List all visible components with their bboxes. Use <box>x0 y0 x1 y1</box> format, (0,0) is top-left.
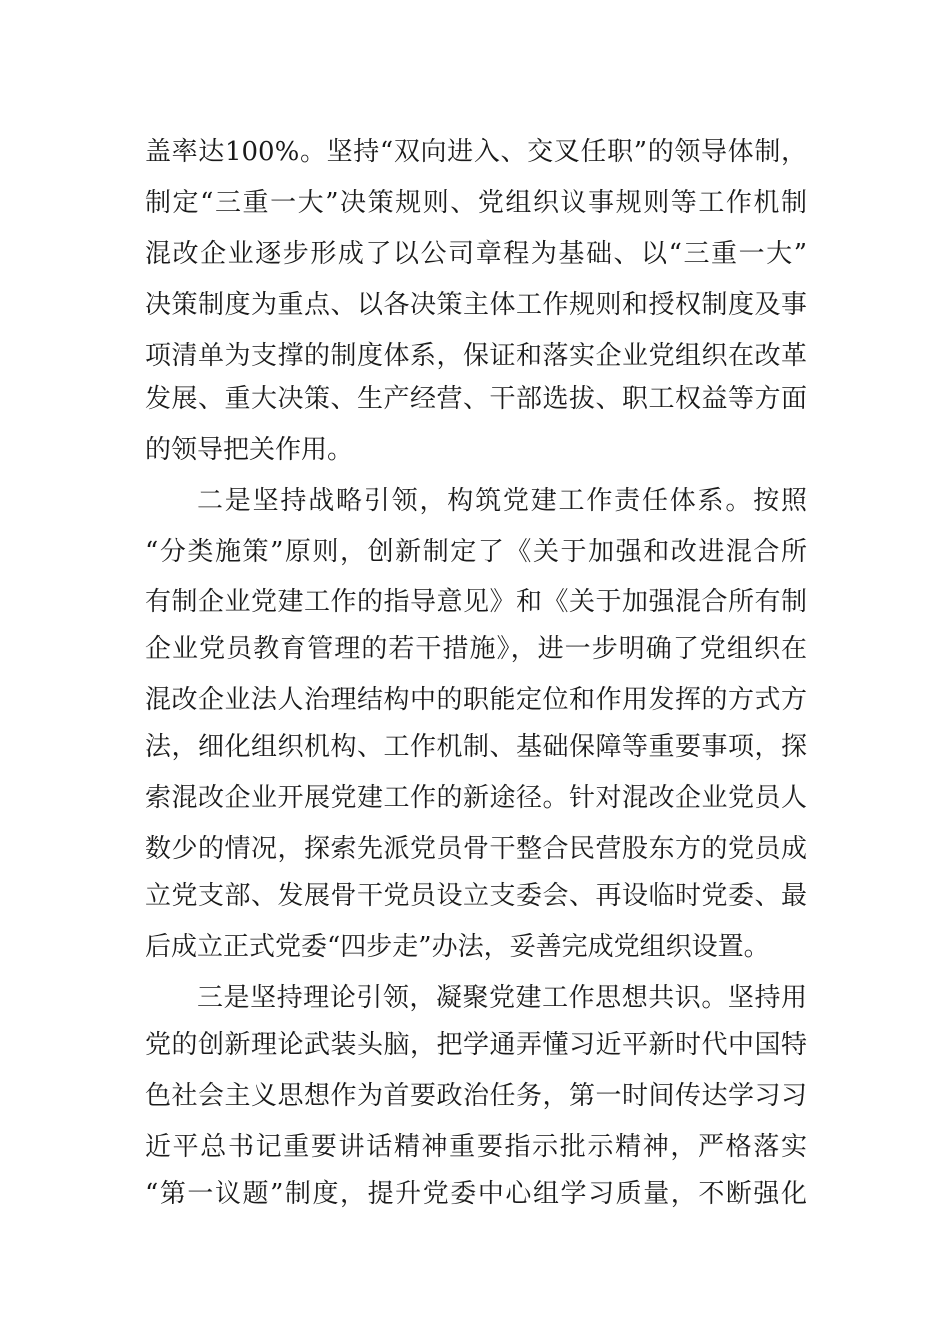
text-line: 近平总书记重要讲话精神重要指示批示精神，严格落实 <box>145 1132 807 1162</box>
text-line: 的领导把关作用。 <box>145 435 354 465</box>
text-line: “第一议题”制度，提升党委中心组学习质量，不断强化 <box>145 1179 807 1209</box>
text-line: “分类施策”原则，创新制定了《关于加强和改进混合所 <box>145 537 807 567</box>
text-line: 索混改企业开展党建工作的新途径。针对混改企业党员人 <box>145 783 807 813</box>
text-line: 有制企业党建工作的指导意见》和《关于加强混合所有制 <box>145 587 807 617</box>
text-line: 色社会主义思想作为首要政治任务，第一时间传达学习习 <box>145 1081 807 1111</box>
text-line: 党的创新理论武装头脑，把学通弄懂习近平新时代中国特 <box>145 1030 807 1060</box>
text-line: 法，细化组织机构、工作机制、基础保障等重要事项，探 <box>145 732 807 762</box>
text-line: 立党支部、发展骨干党员设立支委会、再设临时党委、最 <box>145 881 807 911</box>
text-line: 发展、重大决策、生产经营、干部选拔、职工权益等方面 <box>145 384 807 414</box>
text-line: 决策制度为重点、以各决策主体工作规则和授权制度及事 <box>145 290 807 320</box>
text-line: 混改企业逐步形成了以公司章程为基础、以“三重一大” <box>145 239 807 269</box>
text-line: 盖率达100%。坚持“双向进入、交叉任职”的领导体制， <box>145 137 807 167</box>
text-line: 企业党员教育管理的若干措施》，进一步明确了党组织在 <box>145 634 807 664</box>
text-line: 数少的情况，探索先派党员骨干整合民营股东方的党员成 <box>145 834 807 864</box>
text-line: 混改企业法人治理结构中的职能定位和作用发挥的方式方 <box>145 685 807 715</box>
text-line: 项清单为支撑的制度体系，保证和落实企业党组织在改革 <box>145 341 807 371</box>
text-line: 后成立正式党委“四步走”办法，妥善完成党组织设置。 <box>145 932 770 962</box>
paragraph-first-line: 二是坚持战略引领，构筑党建工作责任体系。按照 <box>197 486 807 516</box>
text-line: 制定“三重一大”决策规则、党组织议事规则等工作机制 <box>145 188 807 218</box>
paragraph-first-line: 三是坚持理论引领，凝聚党建工作思想共识。坚持用 <box>197 983 807 1013</box>
